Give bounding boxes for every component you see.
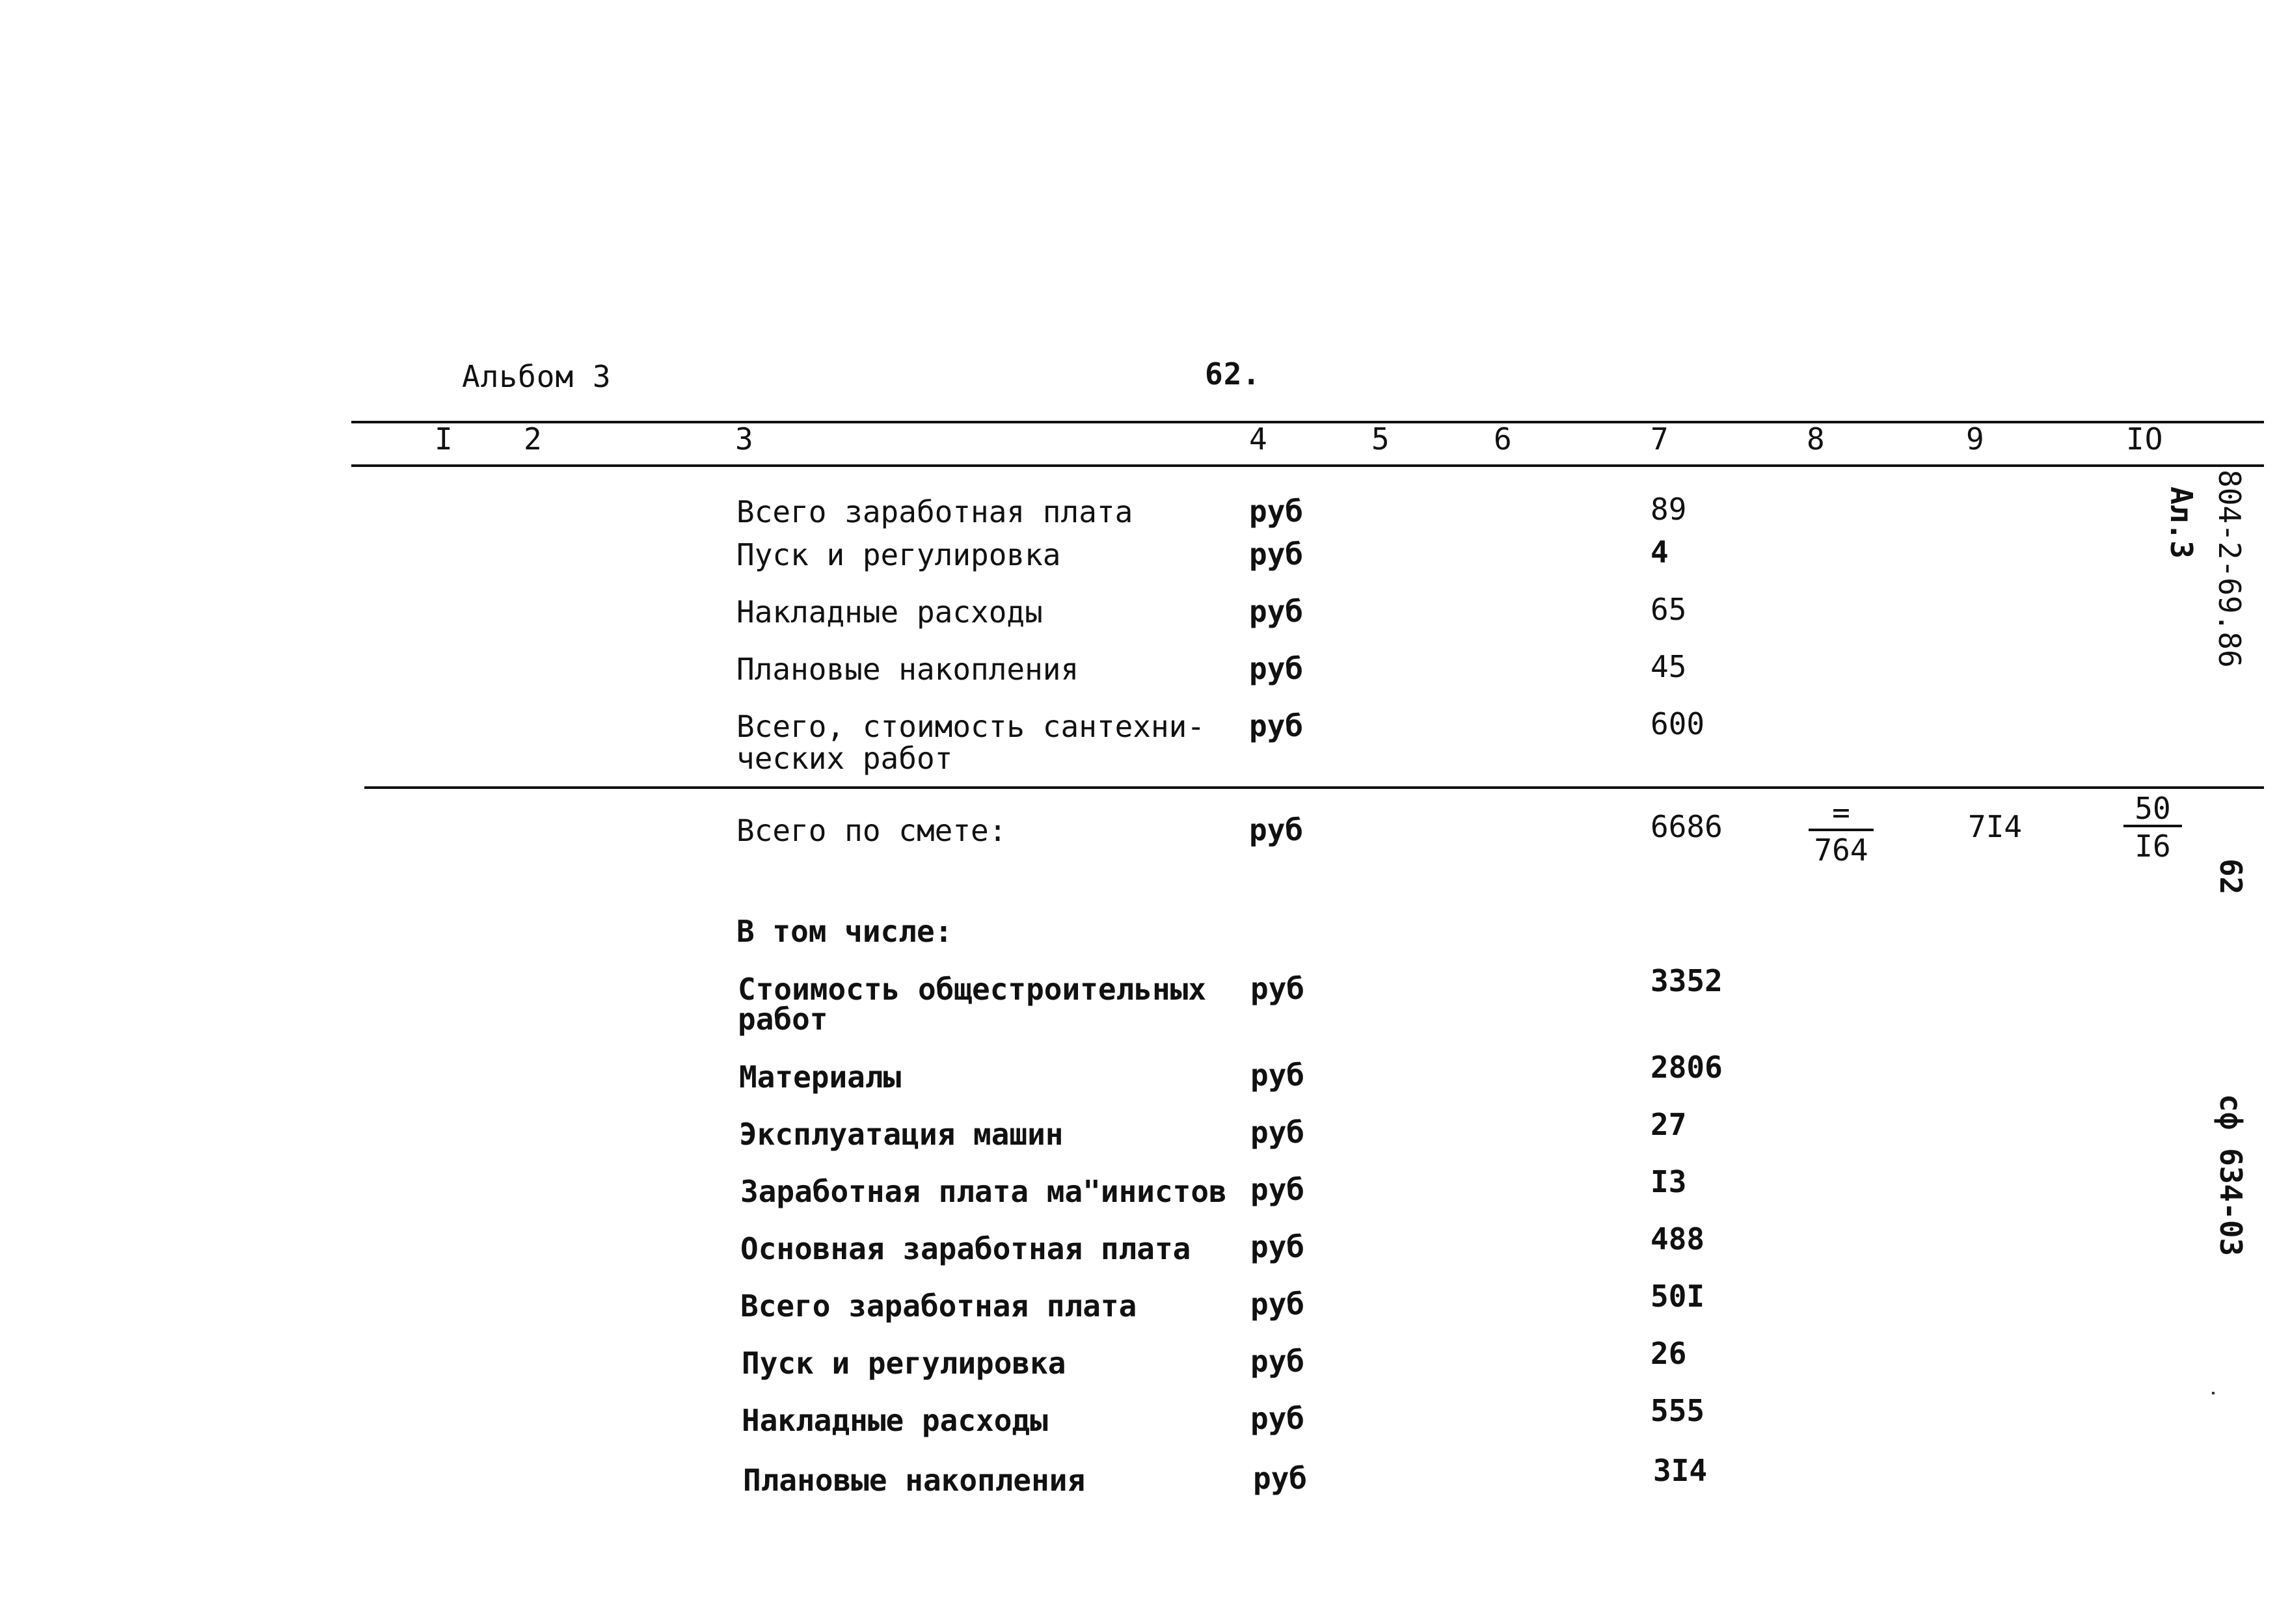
column-number-10: IO [2126, 421, 2164, 457]
section2-row-unit: руб [1250, 1058, 1305, 1093]
section2-row-label: Стоимость общестроительных [738, 972, 1207, 1007]
section2-row-label: Плановые накопления [743, 1463, 1086, 1498]
section1-row-unit: руб [1249, 708, 1304, 743]
section2-row-value: 26 [1650, 1336, 1687, 1371]
column-number-4: 4 [1249, 421, 1268, 457]
section2-row-unit: руб [1250, 1229, 1305, 1264]
section2-row-value: I3 [1650, 1164, 1687, 1199]
column-number-8: 8 [1807, 421, 1825, 457]
page-number-vertical: 62 [2213, 859, 2248, 895]
section1-row-unit: руб [1249, 537, 1304, 572]
section1-row-unit: руб [1249, 494, 1304, 529]
album-code-vertical: Ал.3 [2164, 486, 2199, 559]
total-col10-bottom: I6 [2135, 829, 2171, 864]
total-value: 6686 [1650, 809, 1723, 844]
column-number-2: 2 [524, 421, 543, 457]
section2-row-unit: руб [1253, 1461, 1308, 1496]
section1-row-unit: руб [1249, 651, 1304, 686]
section1-row-unit: руб [1249, 594, 1304, 629]
section2-row-value: 50I [1650, 1279, 1705, 1314]
column-number-3: 3 [735, 421, 754, 457]
section-divider-rule [364, 786, 2264, 789]
section2-row-label: Заработная плата ма"инистов [740, 1174, 1227, 1209]
section2-row-unit: руб [1250, 1115, 1305, 1150]
column-number-7: 7 [1650, 421, 1669, 457]
total-label: Всего по смете: [736, 813, 1007, 848]
section2-row-value: 555 [1650, 1393, 1705, 1428]
section2-row-unit: руб [1250, 1286, 1305, 1322]
section1-row-label: Накладные расходы [736, 594, 1043, 630]
section2-row-label: Всего заработная плата [740, 1288, 1137, 1324]
section2-row-value: 3352 [1650, 963, 1723, 998]
section2-row-unit: руб [1250, 1172, 1305, 1207]
section2-row-value: 27 [1650, 1107, 1687, 1142]
column-number-9: 9 [1966, 421, 1985, 457]
column-number-5: 5 [1371, 421, 1390, 457]
header-bottom-rule [351, 464, 2264, 467]
section2-row-label: Накладные расходы [742, 1403, 1048, 1438]
section2-row-value: 3I4 [1653, 1453, 1708, 1488]
section1-row-value: 65 [1650, 592, 1687, 627]
section2-row-label: Эксплуатация машин [739, 1117, 1064, 1152]
section2-row-unit: руб [1250, 1401, 1305, 1436]
stamp-code-vertical: сф 634-03 [2213, 1094, 2248, 1257]
section1-row-label-continuation: ческих работ [736, 741, 953, 776]
section1-row-label: Всего, стоимость сантехни- [736, 709, 1206, 744]
section1-row-label: Всего заработная плата [736, 494, 1133, 529]
total-col8-bottom: 764 [1814, 832, 1868, 868]
section1-row-value: 600 [1650, 706, 1705, 741]
section2-row-label: Пуск и регулировка [742, 1346, 1066, 1381]
total-col10-top: 50 [2123, 793, 2182, 827]
including-label: В том числе: [736, 914, 953, 949]
album-label: Альбом 3 [462, 359, 612, 394]
section2-row-unit: руб [1250, 971, 1305, 1006]
doc-code-vertical: 804-2-69.86 [2212, 470, 2247, 668]
section2-row-label: Основная заработная плата [740, 1231, 1191, 1266]
section1-row-label: Пуск и регулировка [736, 537, 1061, 572]
total-col8-fraction [1809, 795, 1874, 868]
total-col9: 7I4 [1968, 809, 2023, 844]
section1-row-value: 4 [1650, 535, 1669, 570]
section1-row-value: 89 [1650, 492, 1687, 527]
column-number-1: I [435, 421, 453, 457]
scan-speck [2212, 1392, 2215, 1394]
total-unit: руб [1249, 812, 1304, 847]
total-col10-fraction [2123, 791, 2182, 864]
page-number: 62. [1205, 356, 1261, 392]
section2-row-value: 488 [1650, 1221, 1705, 1257]
section2-row-unit: руб [1250, 1344, 1305, 1379]
section2-row-value: 2806 [1650, 1050, 1723, 1085]
section1-row-value: 45 [1650, 649, 1687, 684]
section1-row-label: Плановые накопления [736, 652, 1079, 687]
section2-row-label-continuation: работ [738, 1002, 828, 1037]
section2-row-label: Материалы [739, 1059, 902, 1095]
total-col8-top: = [1809, 797, 1874, 831]
column-number-6: 6 [1494, 421, 1513, 457]
